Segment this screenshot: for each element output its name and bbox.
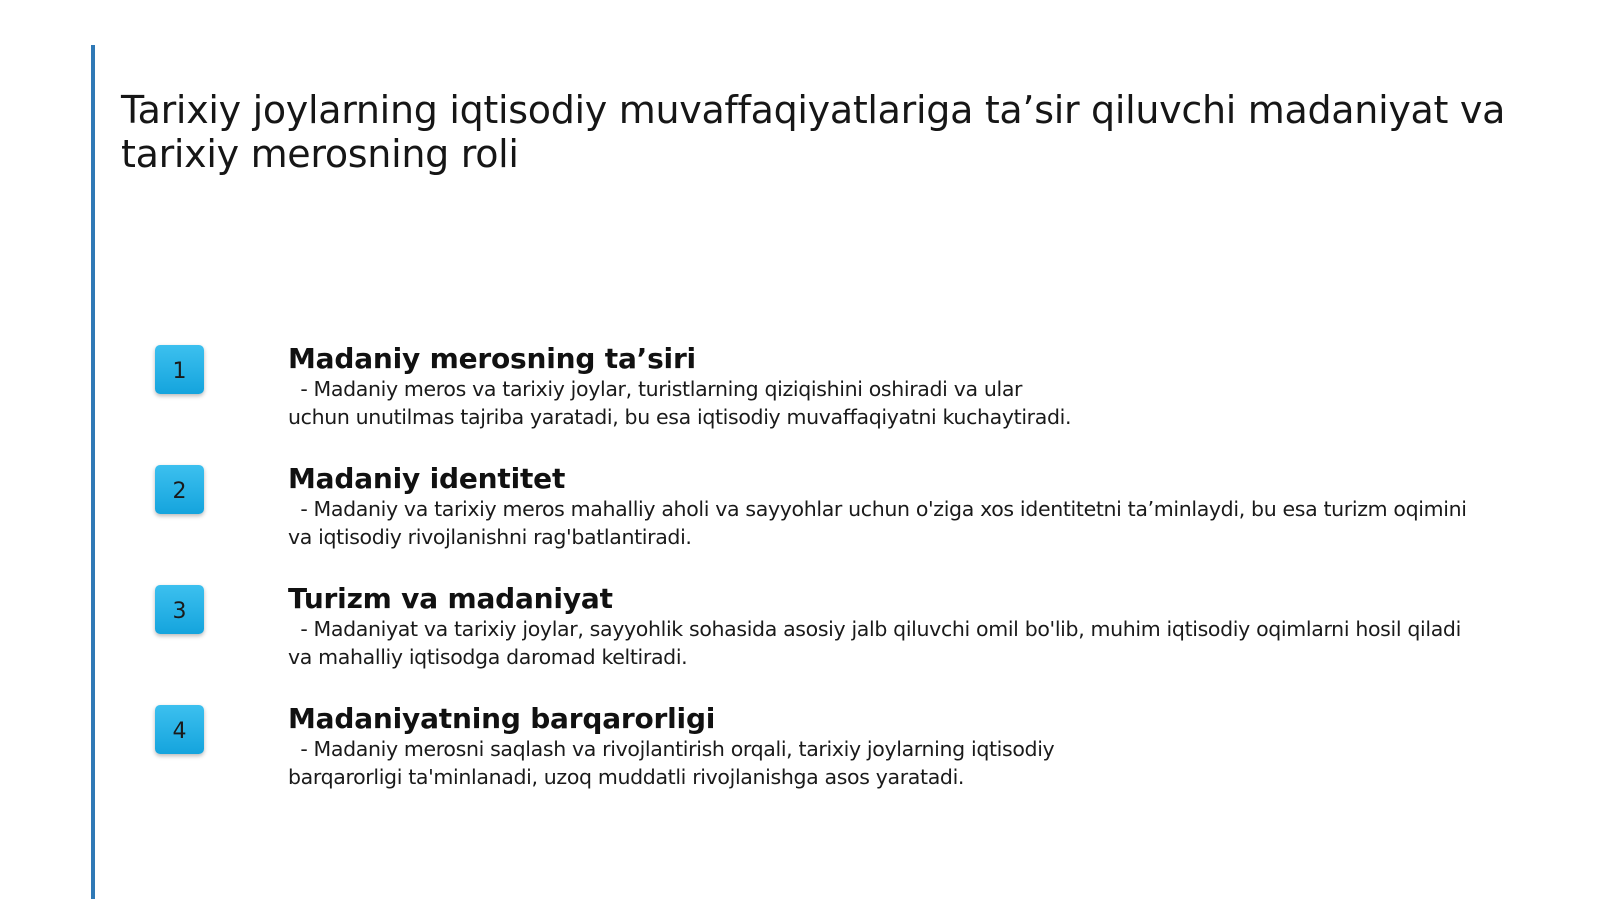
slide-title: Tarixiy joylarning iqtisodiy muvaffaqiyatlariga ta’sir qiluvchi madaniyat va tarixiy merosning roli xyxy=(121,88,1506,176)
item-heading-2: Madaniy identitet xyxy=(288,462,566,495)
number-badge-1: 1 xyxy=(155,345,204,394)
number-badge-2: 2 xyxy=(155,465,204,514)
item-heading-1: Madaniy merosning ta’siri xyxy=(288,342,696,375)
item-description-2: - Madaniy va tarixiy meros mahalliy aholi va sayyohlar uchun o'ziga xos identitetni ta’minlaydi, bu esa turizm oqimini va iqtisodiy rivojlanishni rag'batlantiradi. xyxy=(288,497,1473,549)
item-description-1: - Madaniy meros va tarixiy joylar, turistlarning qiziqishini oshiradi va ular uchun unutilmas tajriba yaratadi, bu esa iqtisodiy muvaffaqiyatni kuchaytiradi. xyxy=(288,377,1072,429)
item-heading-4: Madaniyatning barqarorligi xyxy=(288,702,716,735)
number-badge-4: 4 xyxy=(155,705,204,754)
item-heading-3: Turizm va madaniyat xyxy=(288,582,613,615)
item-description-4: - Madaniy merosni saqlash va rivojlantirish orqali, tarixiy joylarning iqtisodiy barqarorligi ta'minlanadi, uzoq muddatli rivojlanishga asos yaratadi. xyxy=(288,737,1061,789)
item-description-3: - Madaniyat va tarixiy joylar, sayyohlik sohasida asosiy jalb qiluvchi omil bo'lib, muhim iqtisodiy oqimlarni hosil qiladi va mahalliy iqtisodga daromad keltiradi. xyxy=(288,617,1468,669)
accent-bar xyxy=(91,45,95,899)
number-badge-3: 3 xyxy=(155,585,204,634)
